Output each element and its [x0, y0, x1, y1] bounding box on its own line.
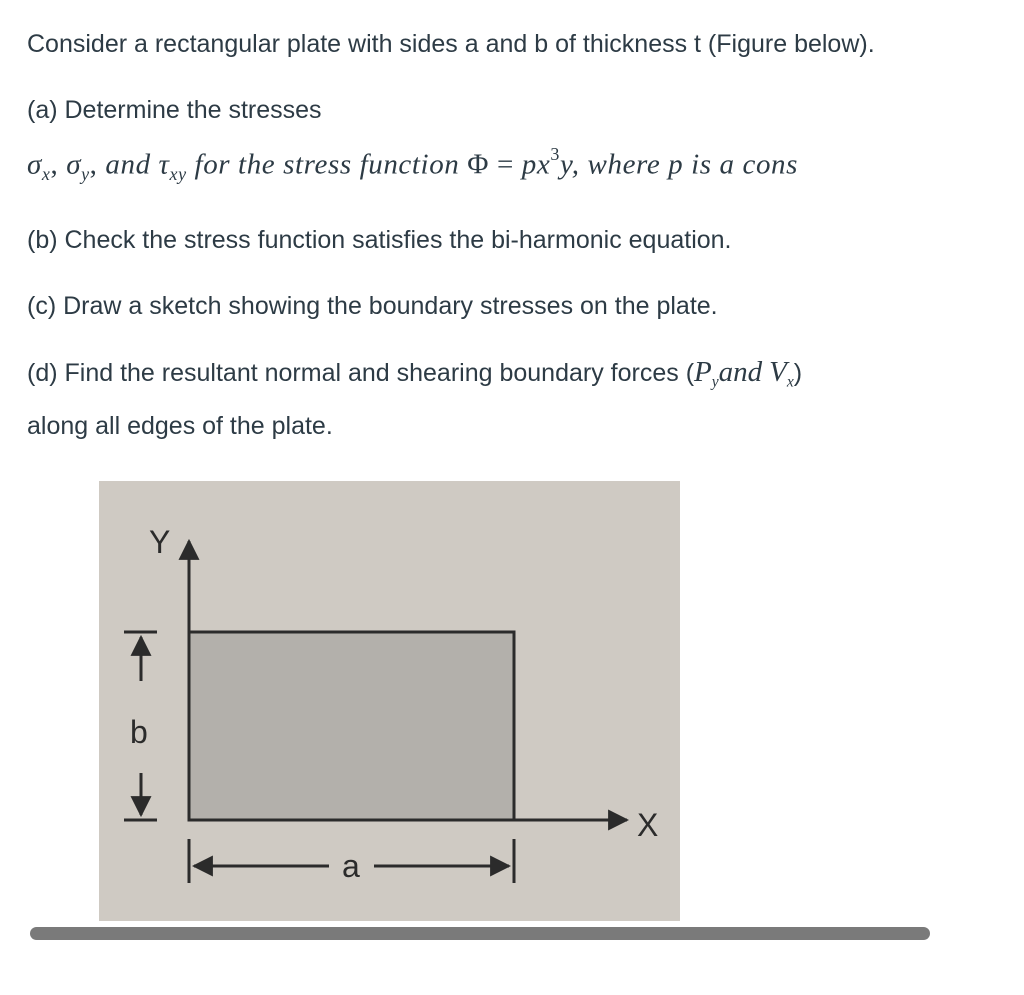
px-term: px	[521, 148, 551, 181]
plate-figure	[99, 481, 680, 921]
x-axis-label: X	[637, 807, 659, 843]
plate-rectangle	[189, 632, 514, 820]
and-word: and	[105, 148, 151, 181]
phi-symbol: Φ	[467, 148, 490, 181]
b-dim-label: b	[130, 714, 148, 750]
part-a-label: (a) Determine the stresses	[27, 96, 322, 124]
part-d-and: and	[718, 355, 763, 388]
part-d-P-sub: y	[711, 373, 719, 391]
y-term: y,	[559, 148, 580, 181]
tau-xy: τ	[158, 148, 170, 181]
part-c: (c) Draw a sketch showing the boundary stresses on the plate.	[27, 291, 718, 320]
tau-xy-sub: xy	[169, 163, 187, 184]
equals-sign: =	[496, 148, 514, 181]
where-text: where p is a cons	[587, 148, 799, 181]
part-a-equation: $\sigma_x$, $\sigma_y$, and $\tau_{xy}$ for the stress function $\Phi = px^3y$, where p is a cons	[27, 144, 799, 184]
y-axis-label: Y	[149, 524, 171, 560]
part-d-close: )	[793, 358, 803, 387]
sigma-y: σ	[66, 148, 82, 181]
intro-paragraph: Consider a rectangular plate with sides a and b of thickness t (Figure below).	[27, 30, 875, 58]
power-three: 3	[550, 144, 560, 164]
sigma-x: σ	[27, 148, 42, 181]
part-d-line2: along all edges of the plate.	[27, 412, 333, 441]
question-body	[27, 22, 1017, 448]
part-d-V-sub: x	[786, 373, 794, 391]
part-d	[27, 350, 1017, 448]
part-b: (b) Check the stress function satisfies the bi-harmonic equation.	[27, 225, 732, 254]
horizontal-scrollbar[interactable]	[30, 927, 930, 940]
a-dim-label: a	[342, 848, 360, 884]
for-text: for the stress function	[194, 148, 460, 181]
part-d-text: (d) Find the resultant normal and shearing boundary forces (	[27, 358, 695, 387]
sigma-x-sub: x	[41, 163, 51, 184]
part-d-V: V	[769, 355, 787, 388]
sigma-y-sub: y	[81, 163, 90, 184]
part-d-P: P	[694, 355, 712, 388]
